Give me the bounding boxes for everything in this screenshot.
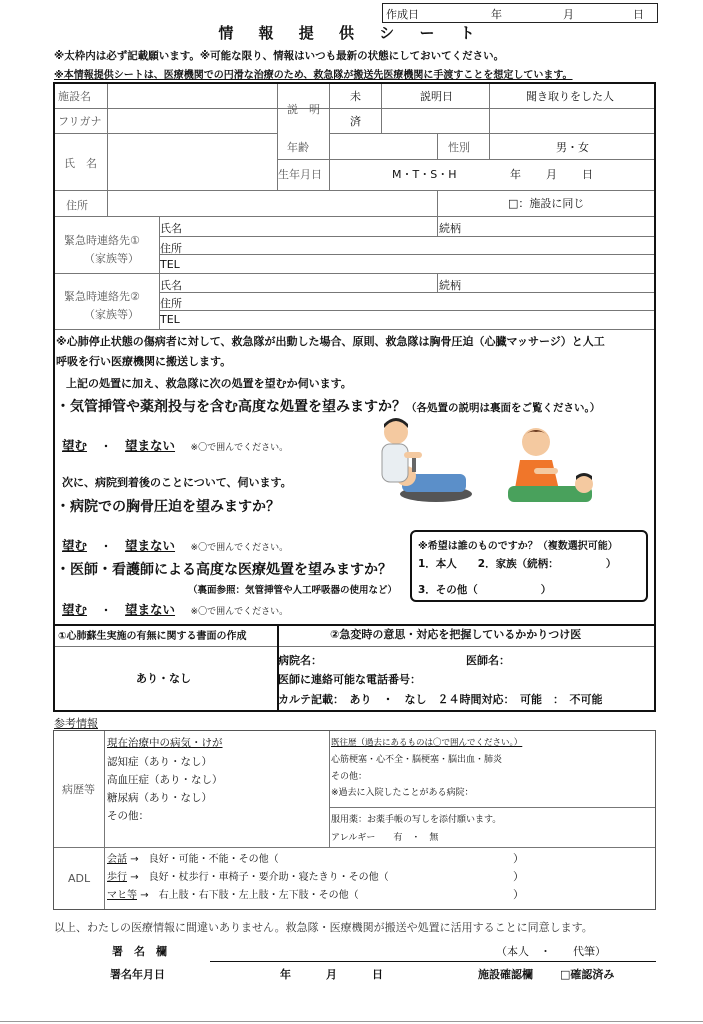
want-option-3[interactable]: 望む (62, 602, 88, 617)
creation-date-label: 作成日 (386, 8, 419, 21)
question-advanced-care-note: （各処置の説明は裏面をご覧ください。） (406, 402, 601, 414)
diabetes-option[interactable]: 糖尿病（あり・なし） (107, 792, 212, 804)
same-as-facility-checkbox[interactable]: □：施設に同じ (508, 197, 585, 210)
month-label: 月 (563, 8, 574, 21)
signature-year-label: 年 (280, 968, 291, 981)
birth-date-label: 生年月日 (278, 168, 322, 181)
contact2-sub: （家族等） (84, 308, 139, 321)
contact1-name-label: 氏名 (160, 222, 182, 235)
explain-not-yet[interactable]: 未 (350, 90, 361, 103)
signature-label: 署 名 欄 (112, 945, 167, 958)
signature-line (210, 961, 656, 962)
doctor-phone-label: 医師に連絡可能な電話番号： (278, 673, 421, 686)
explain-done[interactable]: 済 (350, 115, 361, 128)
chart-record-line[interactable]: カルテ記載： あり ・ なし ２４時間対応： 可能 ： 不可能 (278, 693, 603, 706)
question-chest-compression: ・病院での胸骨圧迫を望みますか？ (56, 499, 280, 515)
wish-owner-line1[interactable]: 1．本人 2．家族（続柄： ） (418, 558, 617, 570)
explanation-label: 説 明 (287, 103, 320, 116)
want-option-2[interactable]: 望む (62, 538, 88, 553)
answer-row-3 (62, 600, 288, 618)
listener-label: 聞き取りをした人 (526, 90, 614, 103)
name-field[interactable] (108, 134, 274, 186)
page-title: 情 報 提 供 シ ー ト (218, 24, 485, 42)
consent-text: 以上、わたしの医療情報に間違いありません。救急隊・医療機関が搬送や処置に活用することに同意します。 (54, 921, 593, 934)
allergy-option[interactable]: アレルギー 有 ・ 無 (331, 833, 439, 843)
medication-label: 服用薬：お薬手帳の写しを添付願います。 (331, 815, 502, 825)
close-paren-2: ） (513, 870, 524, 883)
paralysis-label: マヒ等 (107, 890, 137, 901)
contact1-relation-label: 続柄 (439, 222, 461, 235)
signature-day-label: 日 (372, 968, 383, 981)
wish-owner-title: ※希望は誰のものですか？（複数選択可能） (418, 541, 618, 552)
facility-label: 施設名 (58, 90, 91, 103)
wish-owner-box (410, 530, 648, 602)
circle-note-3: ※〇で囲んでください。 (190, 607, 289, 617)
answer-row-2 (62, 536, 288, 554)
walking-options: → 良好・杖歩行・車椅子・要介助・寝たきり・その他（ (130, 872, 389, 883)
contact1-address-label: 住所 (160, 242, 182, 255)
contact2-address-label: 住所 (160, 297, 182, 310)
hospital-next-text: 次に、病院到着後のことについて、伺います。 (62, 476, 292, 489)
separator-dot: ・ (100, 604, 112, 617)
history-label: 病歴等 (62, 783, 95, 796)
furigana-label: フリガナ (58, 115, 102, 128)
cpr-document-value[interactable]: あり・なし (136, 672, 191, 685)
signature-month-label: 月 (326, 968, 337, 981)
dementia-option[interactable]: 認知症（あり・なし） (107, 756, 212, 768)
age-label: 年齢 (287, 141, 309, 154)
era-options[interactable]: M・T・S・H (392, 168, 457, 181)
creation-date-box[interactable] (382, 3, 658, 23)
reference-title: 参考情報 (54, 717, 98, 730)
separator-dot: ・ (100, 440, 112, 453)
sex-options[interactable]: 男・女 (556, 141, 589, 154)
want-option-1[interactable]: 望む (62, 438, 88, 453)
not-want-option-3[interactable]: 望まない (125, 602, 176, 617)
page-bottom-border (0, 1021, 703, 1022)
proxy-option[interactable]: （本人 ・ 代筆） (496, 945, 606, 958)
conversation-options: → 良好・可能・不能・その他（ (130, 854, 279, 865)
contact1-sub: （家族等） (84, 252, 139, 265)
confirmed-checkbox[interactable]: □確認済み (560, 968, 615, 981)
note-required: ※太枠内は必ず記載願います。※可能な限り、情報はいつも最新の状態にしておいてください。 (54, 50, 505, 62)
cpa-intro-2: 呼吸を行い医療機関に搬送します。 (56, 355, 232, 368)
signature-date-label: 署名年月日 (110, 968, 165, 981)
walking-label: 歩行 (107, 872, 127, 883)
explain-date-label: 説明日 (420, 90, 453, 103)
adl-walking-row[interactable] (107, 868, 389, 883)
doctor-name-label: 医師名： (466, 654, 510, 667)
question-advanced-care-text: ・気管挿管や薬剤投与を含む高度な処置を望みますか？ (56, 399, 406, 415)
note-purpose: ※本情報提供シートは、医療機関での円滑な治療のため、救急隊が搬送先医療機関に手渡すことを想定しています。 (54, 70, 573, 81)
facility-field[interactable] (108, 84, 274, 106)
not-want-option-1[interactable]: 望まない (125, 438, 176, 453)
past-other-label: その他： (331, 772, 368, 782)
question-doctor-care-note: （裏面参照：気管挿管や人工呼吸器の使用など） (188, 585, 398, 596)
contact1-tel-label: TEL (160, 258, 180, 271)
adl-conversation-row[interactable] (107, 850, 279, 865)
facility-check-label: 施設確認欄 (478, 968, 533, 981)
intubation-illustration (368, 414, 474, 504)
not-want-option-2[interactable]: 望まない (125, 538, 176, 553)
cpr-illustration (504, 424, 600, 508)
wish-owner-line2[interactable]: 3．その他（ ） (418, 584, 552, 596)
contact2-relation-label: 続柄 (439, 279, 461, 292)
question-doctor-care: ・医師・看護師による高度な医療処置を望みますか？ (56, 562, 392, 578)
year-label: 年 (491, 8, 502, 21)
day-label: 日 (633, 8, 644, 21)
other-illness-label: その他： (107, 810, 149, 822)
sex-label: 性別 (448, 141, 470, 154)
close-paren-3: ） (513, 888, 524, 901)
question-advanced-care (56, 396, 600, 416)
hypertension-option[interactable]: 高血圧症（あり・なし） (107, 774, 223, 786)
contact2-tel-label: TEL (160, 313, 180, 326)
current-illness-label: 現在治療中の病気・けが (107, 737, 223, 749)
address-label: 住所 (66, 199, 88, 212)
family-doctor-heading: ②急変時の意思・対応を把握しているかかりつけ医 (330, 628, 582, 641)
answer-row-1 (62, 436, 288, 454)
circle-note-2: ※〇で囲んでください。 (190, 543, 289, 553)
contact2-title: 緊急時連絡先② (64, 290, 140, 303)
birth-year-label: 年 (510, 168, 521, 181)
past-history-label: 既往歴（過去にあるものは〇で囲んでください。） (331, 738, 523, 748)
adl-paralysis-row[interactable] (107, 886, 359, 901)
contact1-title: 緊急時連絡先① (64, 234, 140, 247)
separator-dot: ・ (100, 540, 112, 553)
contact2-name-label: 氏名 (160, 279, 182, 292)
adl-label: ADL (68, 872, 91, 885)
cpr-document-heading: ①心肺蘇生実施の有無に関する書面の作成 (58, 631, 247, 642)
close-paren-1: ） (513, 852, 524, 865)
birth-month-label: 月 (546, 168, 557, 181)
name-label: 氏 名 (64, 157, 97, 170)
conversation-label: 会話 (107, 854, 127, 865)
past-history-list[interactable]: 心筋梗塞・心不全・脳梗塞・脳出血・肺炎 (331, 755, 503, 765)
paralysis-options: → 右上肢・右下肢・左上肢・左下肢・その他（ (140, 890, 359, 901)
cpa-intro-1: ※心肺停止状態の傷病者に対して、救急隊が出動した場合、原則、救急隊は胸骨圧迫（心臓マッサージ）と人工 (56, 335, 605, 348)
birth-day-label: 日 (582, 168, 593, 181)
hospital-name-label: 病院名： (278, 654, 322, 667)
cpa-intro-3: 上記の処置に加え、救急隊に次の処置を望むか伺います。 (66, 377, 352, 390)
past-hospital-label: ※過去に入院したことがある病院： (331, 788, 474, 798)
circle-note-1: ※〇で囲んでください。 (190, 443, 289, 453)
